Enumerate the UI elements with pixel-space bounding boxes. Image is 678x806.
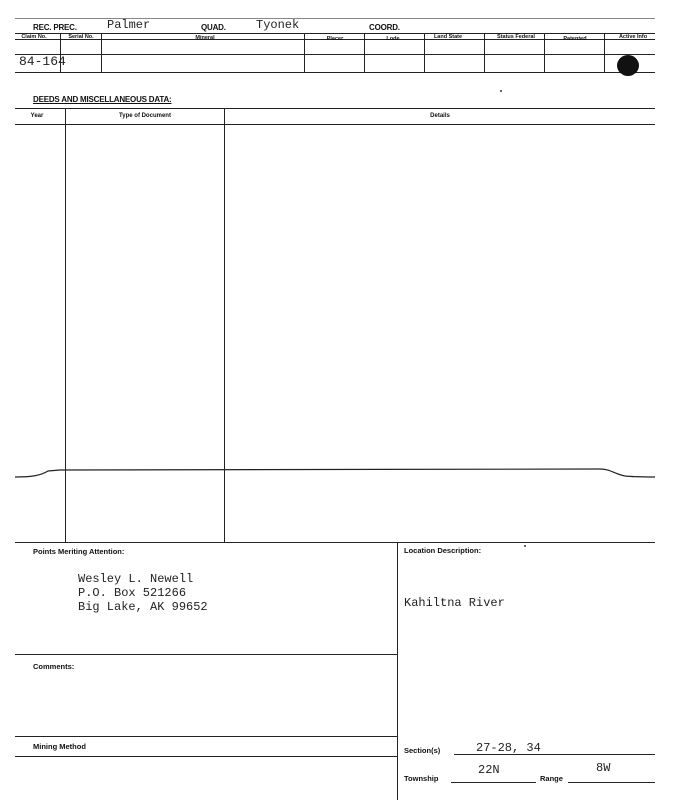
rec-prec-label: REC. PREC.	[33, 23, 77, 32]
col-claim-no: Claim No.	[21, 34, 47, 40]
points-label: Points Meriting Attention:	[33, 547, 125, 556]
location-description-value: Kahiltna River	[404, 596, 505, 610]
deeds-title: DEEDS AND MISCELLANEOUS DATA:	[33, 95, 172, 104]
col-status-federal: Status Federal	[497, 34, 535, 40]
address-line-2: P.O. Box 521266	[78, 586, 187, 600]
claim-table-bottom-rule	[15, 72, 655, 73]
points-address	[78, 572, 208, 614]
col-active-info: Active Info	[618, 34, 648, 40]
township-value: 22N	[478, 763, 500, 777]
points-bottom-rule	[15, 654, 397, 655]
col-lode: Lode	[386, 36, 400, 42]
speck-mark-2	[524, 545, 526, 547]
col-type-of-document: Type of Document	[119, 113, 171, 119]
coord-label: COORD.	[369, 23, 400, 32]
mining-method-label: Mining Method	[33, 742, 86, 751]
top-rule	[15, 18, 655, 19]
range-underline	[568, 782, 655, 783]
quad-label: QUAD.	[201, 23, 226, 32]
quad-value: Tyonek	[256, 18, 300, 32]
col-divider-8	[604, 33, 605, 72]
rec-prec-value: Palmer	[107, 18, 151, 32]
col-year: Year	[30, 113, 44, 119]
active-marker-dot	[617, 55, 639, 76]
lower-center-divider	[397, 542, 398, 800]
deeds-bottom-rule	[15, 542, 655, 543]
mining-method-rule	[15, 756, 397, 757]
col-divider-2	[101, 33, 102, 72]
township-label: Township	[404, 774, 439, 783]
range-label: Range	[540, 774, 563, 783]
col-divider-6	[484, 33, 485, 72]
col-divider-4	[364, 33, 365, 72]
header-rule	[15, 33, 655, 34]
township-underline	[451, 782, 536, 783]
col-details: Details	[430, 113, 450, 119]
speck-mark	[500, 90, 502, 92]
col-divider-3	[304, 33, 305, 72]
col-divider-7	[544, 33, 545, 72]
comments-label: Comments:	[33, 662, 75, 671]
address-line-3: Big Lake, AK 99652	[78, 600, 208, 614]
deeds-header-rule	[15, 124, 655, 125]
col-placer: Placer	[326, 36, 344, 42]
deeds-top-rule	[15, 108, 655, 109]
col-land-state: Land State	[433, 34, 463, 40]
col-divider-5	[424, 33, 425, 72]
col-serial-no: Serial No.	[68, 34, 94, 40]
fold-line	[0, 465, 678, 487]
range-value: 8W	[596, 761, 611, 775]
sections-value: 27-28, 34	[476, 741, 541, 755]
col-patented: Patented	[563, 36, 587, 42]
sections-label: Section(s)	[404, 746, 441, 755]
comments-bottom-rule	[15, 736, 397, 737]
location-description-label: Location Description:	[404, 546, 482, 555]
col-mineral: Mineral	[195, 35, 215, 41]
row-mid-rule	[15, 54, 655, 55]
address-line-1: Wesley L. Newell	[78, 572, 194, 586]
claim-number-value: 84-164	[19, 54, 66, 69]
